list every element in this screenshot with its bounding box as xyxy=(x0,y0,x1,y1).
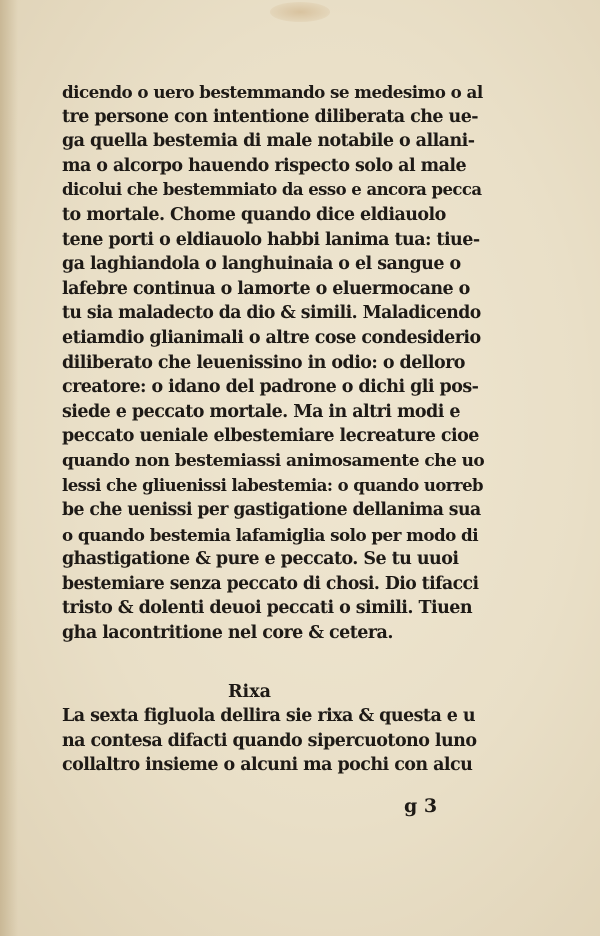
page-edge-shadow xyxy=(0,0,18,936)
text-line: etiamdio glianimali o altre cose condesiderio xyxy=(62,327,481,348)
text-line: gha lacontritione nel core & cetera. xyxy=(62,623,393,644)
section-heading: Rixa xyxy=(228,682,271,702)
text-line: tu sia maladecto da dio & simili. Maladicendo xyxy=(62,303,481,324)
text-line: quando non bestemiassi animosamente che uo xyxy=(62,450,485,471)
text-line: ga quella bestemia di male notabile o allani- xyxy=(62,131,475,152)
text-line: ga laghiandola o langhuinaia o el sangue o xyxy=(62,254,461,275)
text-line: ghastigatione & pure e peccato. Se tu uuoi xyxy=(62,549,459,570)
paper-stain xyxy=(270,2,330,22)
text-line: La sexta figluola dellira sie rixa & questa e u xyxy=(62,706,476,726)
text-line: to mortale. Chome quando dice eldiauolo xyxy=(62,204,446,225)
text-line: collaltro insieme o alcuni ma pochi con alcu xyxy=(62,755,473,776)
text-line: dicendo o uero bestemmando se medesimo o al xyxy=(62,82,483,102)
text-line: be che uenissi per gastigatione dellanima sua xyxy=(62,500,481,521)
text-line: siede e peccato mortale. Ma in altri modi e xyxy=(62,401,460,422)
signature-mark: g 3 xyxy=(404,795,438,817)
text-line: ma o alcorpo hauendo rispecto solo al male xyxy=(62,155,467,176)
text-line: lafebre continua o lamorte o eluermocane o xyxy=(62,278,470,299)
text-line: peccato ueniale elbestemiare lecreature cioe xyxy=(62,426,479,447)
text-line: tene porti o eldiauolo habbi lanima tua: tiue- xyxy=(62,229,480,250)
text-line: tristo & dolenti deuoi peccati o simili. Tiuen xyxy=(62,598,472,619)
text-line: na contesa difacti quando sipercuotono luno xyxy=(62,730,477,751)
text-line: tre persone con intentione diliberata che ue- xyxy=(62,106,479,127)
text-block-after-heading xyxy=(62,704,482,778)
text-block xyxy=(62,80,485,646)
text-line: bestemiare senza peccato di chosi. Dio tifacci xyxy=(62,573,479,594)
text-line: dicolui che bestemmiato da esso e ancora pecca xyxy=(62,180,482,200)
text-line: lessi che gliuenissi labestemia: o quando uorreb xyxy=(62,475,484,495)
text-line: diliberato che leuenissino in odio: o delloro xyxy=(62,352,465,373)
text-line: o quando bestemia lafamiglia solo per modo di xyxy=(62,524,479,545)
text-line: creatore: o idano del padrone o dichi gli pos- xyxy=(62,377,479,398)
